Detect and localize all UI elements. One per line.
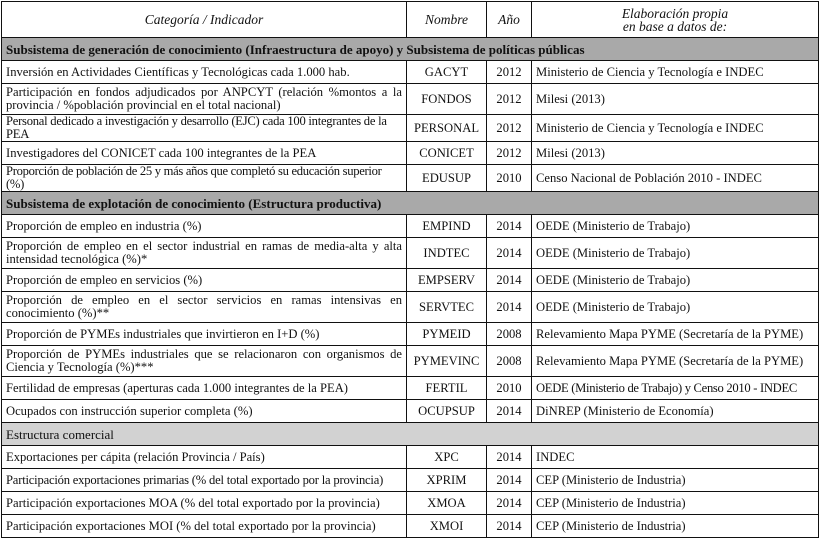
table-row	[2, 515, 819, 538]
cell-anio: 2012	[487, 142, 532, 165]
cell-anio: 2010	[487, 165, 532, 192]
cell-nombre: EMPSERV	[407, 269, 487, 292]
cell-fuente: Ministerio de Ciencia y Tecnología e INDEC	[532, 115, 819, 142]
cell-fuente: OEDE (Ministerio de Trabajo)	[532, 238, 819, 269]
cell-nombre: PERSONAL	[407, 115, 487, 142]
table-row	[2, 84, 819, 115]
cell-anio: 2010	[487, 377, 532, 400]
cell-indicador: Fertilidad de empresas (aperturas cada 1.000 integrantes de la PEA)	[2, 377, 407, 400]
table-row	[2, 400, 819, 423]
cell-indicador	[2, 238, 407, 269]
cell-anio: 2014	[487, 492, 532, 515]
cell-indicador: Ocupados con instrucción superior completa (%)	[2, 400, 407, 423]
cell-nombre: EDUSUP	[407, 165, 487, 192]
cell-nombre: XPC	[407, 446, 487, 469]
cell-indicador: Personal dedicado a investigación y desarrollo (EJC) cada 100 integrantes de la PEA	[2, 115, 407, 142]
cell-indicador: Investigadores del CONICET cada 100 integrantes de la PEA	[2, 142, 407, 165]
header-fuente-line2: en base a datos de:	[622, 18, 728, 34]
cell-indicador: Proporción de empleo en industria (%)	[2, 215, 407, 238]
cell-nombre: XMOI	[407, 515, 487, 538]
cell-anio: 2014	[487, 292, 532, 323]
cell-fuente: OEDE (Ministerio de Trabajo) y Censo 2010 - INDEC	[532, 377, 819, 400]
section-title: Subsistema de explotación de conocimiento (Estructura productiva)	[2, 192, 819, 215]
header-fuente-line1: Elaboración propia	[621, 5, 729, 21]
section-header-explotacion	[2, 192, 819, 215]
cell-fuente: OEDE (Ministerio de Trabajo)	[532, 292, 819, 323]
cell-nombre: EMPIND	[407, 215, 487, 238]
cell-nombre: PYMEID	[407, 323, 487, 346]
indicador-text: Participación en fondos adjudicados por ANPCYT (relación %montos a la provincia / %población provincial en el total nacional)	[6, 85, 402, 112]
table-row	[2, 165, 819, 192]
cell-fuente: CEP (Ministerio de Industria)	[532, 515, 819, 538]
cell-anio: 2012	[487, 84, 532, 115]
section-header-comercial	[2, 423, 819, 446]
indicador-text: Proporción de empleo en el sector servicios en ramas intensivas en conocimiento (%)**	[6, 293, 402, 320]
cell-fuente: DiNREP (Ministerio de Economía)	[532, 400, 819, 423]
table-row	[2, 269, 819, 292]
cell-indicador	[2, 84, 407, 115]
cell-anio: 2014	[487, 515, 532, 538]
table-row	[2, 323, 819, 346]
header-nombre: Nombre	[407, 2, 487, 38]
cell-anio: 2008	[487, 346, 532, 377]
cell-nombre: XMOA	[407, 492, 487, 515]
table-header-row	[2, 2, 819, 38]
cell-nombre: OCUPSUP	[407, 400, 487, 423]
cell-anio: 2014	[487, 446, 532, 469]
table-row	[2, 142, 819, 165]
cell-anio: 2014	[487, 400, 532, 423]
header-fuente	[532, 2, 819, 38]
table-row	[2, 215, 819, 238]
cell-nombre: SERVTEC	[407, 292, 487, 323]
cell-nombre: INDTEC	[407, 238, 487, 269]
table-row	[2, 61, 819, 84]
cell-fuente: Milesi (2013)	[532, 142, 819, 165]
header-anio: Año	[487, 2, 532, 38]
cell-fuente: CEP (Ministerio de Industria)	[532, 492, 819, 515]
table-row	[2, 115, 819, 142]
cell-anio: 2014	[487, 215, 532, 238]
cell-indicador: Participación exportaciones primarias (% del total exportado por la provincia)	[2, 469, 407, 492]
cell-fuente: INDEC	[532, 446, 819, 469]
cell-nombre: FONDOS	[407, 84, 487, 115]
table-row	[2, 238, 819, 269]
table-row	[2, 292, 819, 323]
table-row	[2, 492, 819, 515]
cell-fuente: Relevamiento Mapa PYME (Secretaría de la PYME)	[532, 323, 819, 346]
cell-fuente: CEP (Ministerio de Industria)	[532, 469, 819, 492]
cell-indicador	[2, 346, 407, 377]
table-row	[2, 469, 819, 492]
cell-indicador: Proporción de PYMEs industriales que invirtieron en I+D (%)	[2, 323, 407, 346]
cell-anio: 2014	[487, 238, 532, 269]
cell-indicador: Inversión en Actividades Científicas y Tecnológicas cada 1.000 hab.	[2, 61, 407, 84]
cell-nombre: XPRIM	[407, 469, 487, 492]
header-categoria: Categoría / Indicador	[2, 2, 407, 38]
section-header-generacion	[2, 38, 819, 61]
cell-anio: 2008	[487, 323, 532, 346]
indicador-text: Proporción de empleo en el sector industrial en ramas de media-alta y alta intensidad tecnológica (%)*	[6, 239, 402, 266]
cell-fuente: Milesi (2013)	[532, 84, 819, 115]
indicador-text: Proporción de PYMEs industriales que se relacionaron con organismos de Ciencia y Tecnología (%)***	[6, 347, 402, 374]
cell-fuente: OEDE (Ministerio de Trabajo)	[532, 215, 819, 238]
section-title: Estructura comercial	[2, 423, 819, 446]
cell-fuente: Ministerio de Ciencia y Tecnología e INDEC	[532, 61, 819, 84]
cell-nombre: PYMEVINC	[407, 346, 487, 377]
cell-nombre: CONICET	[407, 142, 487, 165]
cell-indicador	[2, 292, 407, 323]
cell-indicador: Proporción de empleo en servicios (%)	[2, 269, 407, 292]
cell-anio: 2012	[487, 61, 532, 84]
table-row	[2, 446, 819, 469]
cell-indicador: Proporción de población de 25 y más años que completó su educación superior (%)	[2, 165, 407, 192]
cell-fuente: Censo Nacional de Población 2010 - INDEC	[532, 165, 819, 192]
table-row	[2, 346, 819, 377]
cell-fuente: OEDE (Ministerio de Trabajo)	[532, 269, 819, 292]
cell-fuente: Relevamiento Mapa PYME (Secretaría de la PYME)	[532, 346, 819, 377]
cell-anio: 2014	[487, 269, 532, 292]
cell-indicador: Participación exportaciones MOI (% del total exportado por la provincia)	[2, 515, 407, 538]
section-title: Subsistema de generación de conocimiento (Infraestructura de apoyo) y Subsistema de políticas públicas	[2, 38, 819, 61]
cell-anio: 2012	[487, 115, 532, 142]
table-row	[2, 377, 819, 400]
cell-anio: 2014	[487, 469, 532, 492]
cell-nombre: FERTIL	[407, 377, 487, 400]
indicators-table	[1, 1, 819, 538]
cell-indicador: Exportaciones per cápita (relación Provincia / País)	[2, 446, 407, 469]
cell-indicador: Participación exportaciones MOA (% del total exportado por la provincia)	[2, 492, 407, 515]
cell-nombre: GACYT	[407, 61, 487, 84]
